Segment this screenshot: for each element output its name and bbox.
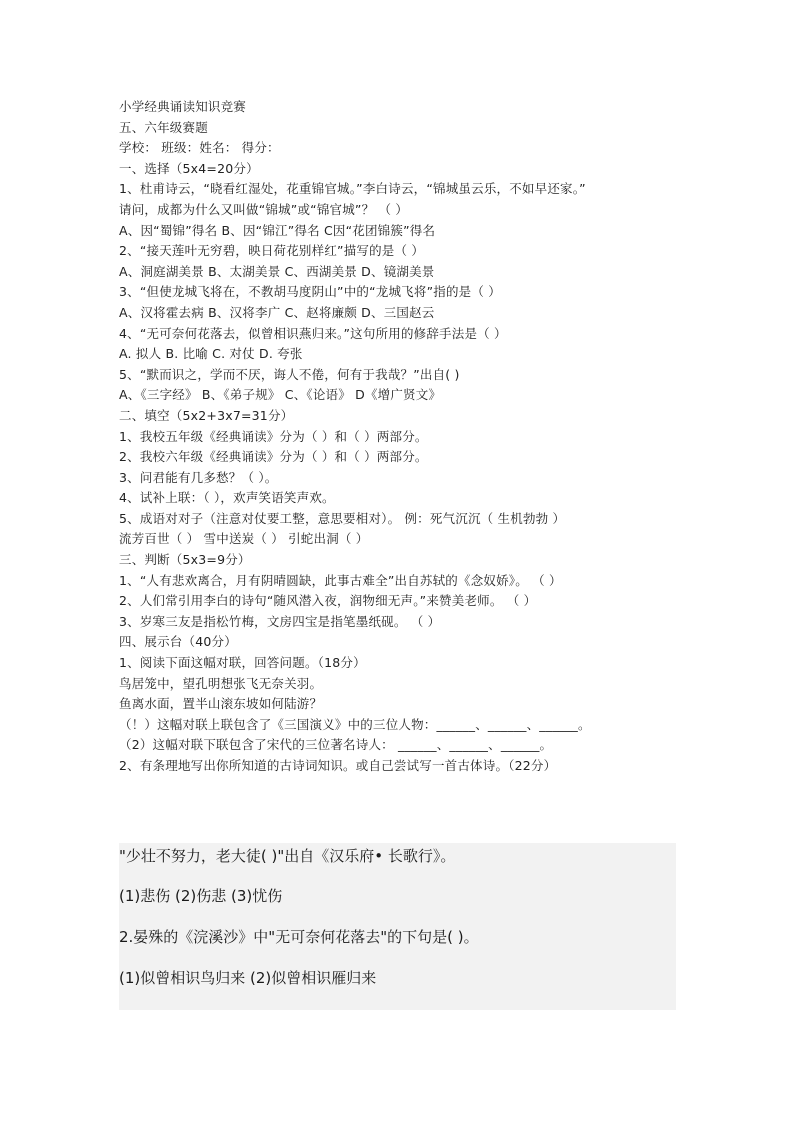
extra-question-2: 2.晏殊的《浣溪沙》中"无可奈何花落去"的下句是( )。 [119,928,479,946]
question-line: 5、“默而识之，学而不厌，诲人不倦，何有于我哉？”出自( ) [119,366,460,382]
question-line: 1、阅读下面这幅对联，回答问题。（18分） [119,655,366,671]
question-line: 请问，成都为什么又叫做“锦城”或“锦官城”？ （ ） [119,201,409,217]
options-line: A、《三字经》 B、《弟子规》 C、《论语》 D《增广贤文》 [119,387,442,403]
question-line: （2）这幅对联下联包含了宋代的三位著名诗人： ______、______、______。 [119,737,553,753]
options-line: A、因“蜀锦”得名 B、因“锦江”得名 C因“花团锦簇”得名 [119,222,436,238]
question-line: 2、人们常引用李白的诗句“随风潜入夜，润物细无声。”来赞美老师。 （ ） [119,593,537,609]
couplet-line: 鸟居笼中，望孔明想张飞无奈关羽。 [119,675,323,691]
question-line: 3、岁寒三友是指松竹梅，文房四宝是指笔墨纸砚。 （ ） [119,613,441,629]
doc-subtitle: 五、六年级赛题 [119,119,208,135]
section-2-heading: 二、填空（5x2+3x7=31分） [119,407,294,423]
question-line: 1、“人有悲欢离合，月有阴晴圆缺，此事古难全”出自苏轼的《念奴娇》。 （ ） [119,572,562,588]
extra-question-1-options: (1)悲伤 (2)伤悲 (3)忧伤 [119,887,283,905]
options-line: A. 拟人 B. 比喻 C. 对仗 D. 夸张 [119,346,303,362]
section-4-heading: 四、展示台（40分） [119,634,237,650]
couplet-line: 鱼离水面，置半山滚东坡如何陆游？ [119,696,323,712]
question-line: 2、有条理地写出你所知道的古诗词知识。或自己尝试写一首古体诗。（22分） [119,758,557,773]
quiz-document [119,97,679,777]
section-1-heading: 一、选择（5x4=20分） [119,160,259,176]
question-line: 2、我校六年级《经典诵读》分为（ ）和（ ）两部分。 [119,449,428,465]
doc-info-line: 学校： 班级：姓名： 得分： [119,140,280,156]
question-line: 4、试补上联：（ ），欢声笑语笑声欢。 [119,490,335,506]
doc-title: 小学经典诵读知识竞赛 [119,99,247,114]
extra-question-2-options: (1)似曾相识鸟归来 (2)似曾相识雁归来 [119,969,377,987]
question-line: 5、成语对对子（注意对仗要工整，意思要相对）。 例：死气沉沉（ 生机勃勃 ） [119,510,566,526]
question-line: （！）这幅对联上联包含了《三国演义》中的三位人物：______、______、______。 [119,716,591,732]
extra-questions-box [119,843,676,1010]
section-3-heading: 三、判断（5x3=9分） [119,552,251,568]
question-line: 1、杜甫诗云，“晓看红湿处，花重锦官城。”李白诗云，“锦城虽云乐，不如早还家。” [119,181,586,197]
question-line: 2、“接天莲叶无穷碧，映日荷花别样红”描写的是（ ） [119,243,425,259]
question-line: 流芳百世（ ） 雪中送炭（ ） 引蛇出洞（ ） [119,531,369,547]
extra-question-1: "少壮不努力，老大徒( )"出自《汉乐府• 长歌行》。 [119,847,456,865]
question-line: 1、我校五年级《经典诵读》分为（ ）和（ ）两部分。 [119,428,428,444]
options-line: A、洞庭湖美景 B、太湖美景 C、西湖美景 D、镜湖美景 [119,263,435,279]
options-line: A、汉将霍去病 B、汉将李广 C、赵将廉颇 D、三国赵云 [119,304,435,320]
question-line: 3、问君能有几多愁？（ ）。 [119,469,278,485]
question-line: 4、“无可奈何花落去，似曾相识燕归来。”这句所用的修辞手法是（ ） [119,325,507,341]
question-line: 3、“但使龙城飞将在，不教胡马度阴山”中的“龙城飞将”指的是（ ） [119,284,501,300]
